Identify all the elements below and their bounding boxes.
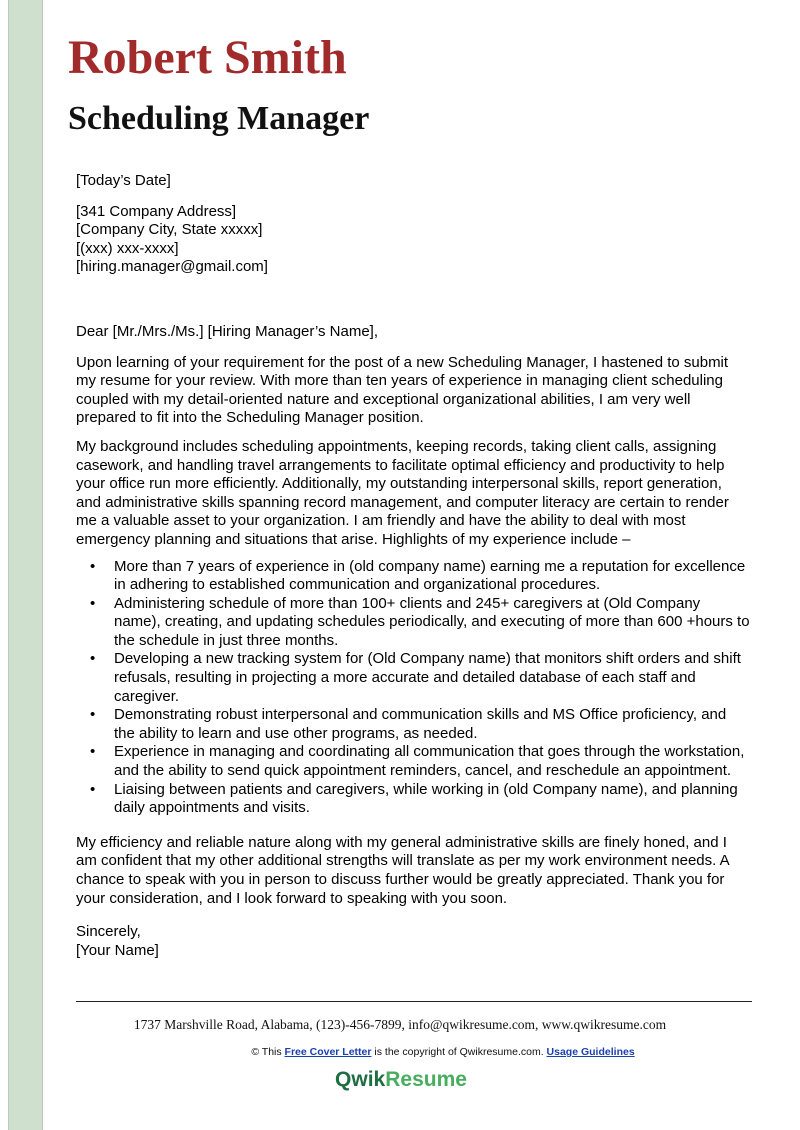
list-item — [90, 650, 750, 706]
bullet-icon: • — [90, 594, 96, 612]
list-item — [90, 706, 750, 743]
address-line: [hiring.manager@gmail.com] — [76, 258, 268, 276]
list-item — [90, 594, 750, 651]
bullet-icon: • — [90, 743, 96, 761]
signature-name: [Your Name] — [76, 941, 159, 959]
job-title: Scheduling Manager — [68, 100, 370, 137]
recipient-address — [76, 203, 750, 277]
copyright-prefix: © This — [251, 1046, 285, 1058]
logo-part-qwik: Qwik — [335, 1068, 386, 1091]
address-line: [(xxx) xxx-xxxx] — [76, 239, 179, 257]
sign-off: Sincerely, — [76, 923, 141, 941]
logo-part-resume: Resume — [385, 1068, 467, 1091]
copyright-notice — [0, 1046, 800, 1058]
bullet-icon: • — [90, 706, 96, 724]
highlight-text: Administering schedule of more than 100+ clients and 245+ caregivers at (Old Company name), creating, and updating schedules periodically, and executing of more than 600 +hours to the schedule in just three months. — [114, 594, 750, 649]
body-paragraph: Upon learning of your requirement for the post of a new Scheduling Manager, I hastened to submit my resume for your review. With more than ten years of experience in managing client scheduling coupled with my detail-oriented nature and exceptional organizational abilities, I am very well prepared to fit into the Scheduling Manager position. — [76, 353, 729, 427]
highlights-list — [76, 558, 750, 818]
qwikresume-logo — [0, 1068, 800, 1092]
usage-guidelines-link[interactable]: Usage Guidelines — [546, 1046, 635, 1058]
footer-contact-line: 1737 Marshville Road, Alabama, (123)-456-7899, info@qwikresume.com, www.qwikresume.com — [133, 1017, 667, 1032]
letter-date: [Today’s Date] — [76, 172, 171, 189]
highlight-text: More than 7 years of experience in (old company name) earning me a reputation for excellence in adhering to established communication and organizational procedures. — [114, 557, 746, 594]
bullet-icon: • — [90, 650, 96, 668]
body-paragraph: My background includes scheduling appointments, keeping records, taking client calls, assigning casework, and handling travel arrangements to facilitate optimal efficiency and productivity to help your office run more efficiently. Additionally, my outstanding interpersonal skills, report generation, and administrative skills spanning record management, and computer literacy are certain to render me a valuable asset to your organization. I am friendly and have the ability to deal with most emergency planning and situations that arise. Highlights of my experience include – — [76, 437, 729, 548]
applicant-name: Robert Smith — [68, 31, 347, 84]
list-item — [90, 743, 750, 780]
salutation: Dear [Mr./Mrs./Ms.] [Hiring Manager’s Name], — [76, 322, 379, 340]
closing-paragraph: My efficiency and reliable nature along with my general administrative skills are finely honed, and I am confident that my other additional strengths will translate as per my work environment needs. A chance to speak with you in person to discuss further would be greatly appreciated. Thank you for your consideration, and I look forward to speaking with you soon. — [76, 833, 729, 907]
decorative-sidebar-stripe — [8, 0, 43, 1130]
list-item — [90, 557, 750, 595]
highlight-text: Liaising between patients and caregivers, while working in (old Company name), and planning daily appointments and visits. — [114, 780, 738, 817]
highlight-text: Demonstrating robust interpersonal and communication skills and MS Office proficiency, and the ability to learn and use other programs, as needed. — [114, 706, 727, 742]
free-cover-letter-link[interactable]: Free Cover Letter — [284, 1046, 372, 1058]
highlight-text: Developing a new tracking system for (Old Company name) that monitors shift orders and shift refusals, resulting in projecting a more accurate and detailed database of each staff and caregiver. — [114, 650, 741, 705]
address-line: [Company City, State xxxxx] — [76, 221, 263, 239]
letter-body — [76, 172, 750, 960]
bullet-icon: • — [90, 780, 96, 798]
bullet-icon: • — [90, 557, 96, 575]
address-line: [341 Company Address] — [76, 202, 237, 220]
highlight-text: Experience in managing and coordinating all communication that goes through the workstation, and the ability to send quick appointment reminders, cancel, and reschedule an appointment. — [114, 743, 745, 780]
footer-divider — [76, 1001, 752, 1002]
list-item — [90, 780, 750, 818]
copyright-middle: is the copyright of Qwikresume.com. — [371, 1046, 547, 1058]
